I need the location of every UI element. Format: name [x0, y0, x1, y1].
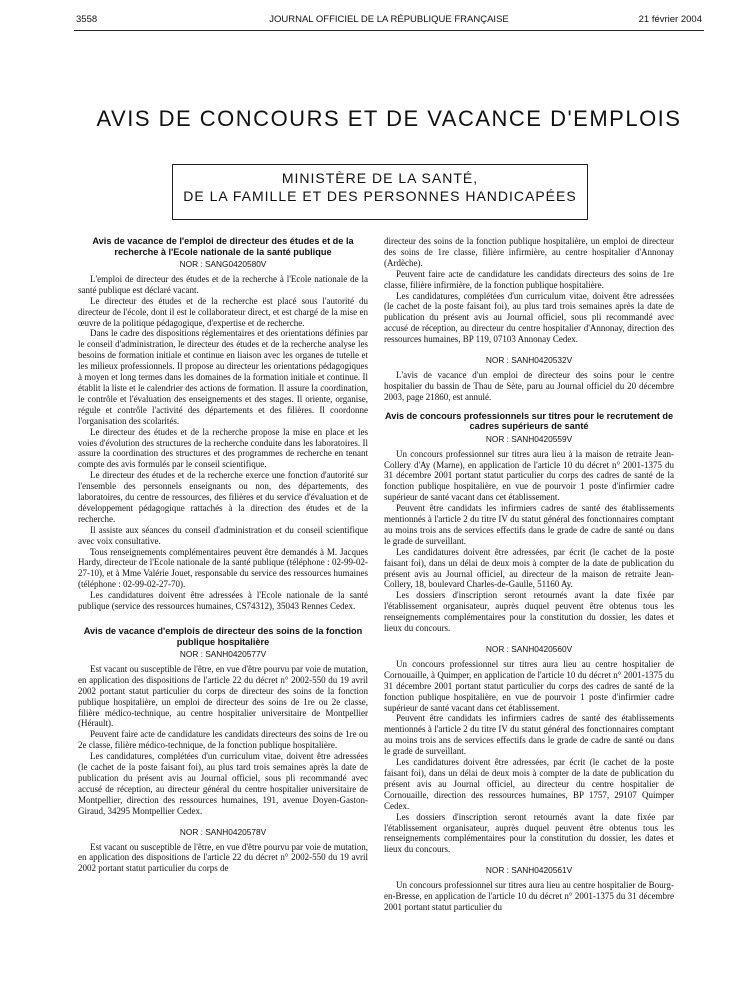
- paragraph: Peuvent être candidats les infirmiers cadres de santé des établissements mentionnés à l'article 2 du titre IV du statut général des fonctionnaires comptant au moins trois ans de services effectifs dans le grade de cadre de santé ou dans le grade de surveillant.: [384, 713, 674, 757]
- paragraph: Il assiste aux séances du conseil d'administration et du conseil scientifique avec voix consultative.: [78, 524, 368, 546]
- paragraph: L'avis de vacance d'un emploi de directeur des soins pour le centre hospitalier du bassin de Thau de Sète, paru au Journal officiel du 20 décembre 2003, page 21860, est annulé.: [384, 369, 674, 402]
- spacer: [384, 403, 674, 411]
- nor-reference: NOR : SANH0420560V: [485, 644, 573, 654]
- paragraph: directeur des soins de la fonction publique hospitalière, un emploi de directeur des soins de 1re classe, filière infirmière, au centre hospitalier d'Annonay (Ardèche).: [384, 236, 674, 268]
- header-rule: [74, 30, 704, 31]
- page-title: AVIS DE CONCOURS ET DE VACANCE D'EMPLOIS: [96, 106, 682, 131]
- nor-reference: NOR : SANH0420577V: [179, 649, 267, 659]
- paragraph: Peuvent être candidats les infirmiers cadres de santé des établissements mentionnés à l'article 2 du titre IV du statut général des fonctionnaires comptant au moins trois ans de services effectifs dans le grade de cadre de santé ou dans le grade de surveillant.: [384, 503, 674, 546]
- section-title: Avis de vacance de l'emploi de directeur des études et de la recherche à l'Ecole nationale de la santé publique: [92, 236, 354, 257]
- paragraph: Un concours professionnel sur titres aura lieu à la maison de retraite Jean-Collery d'Ay (Marne), en application de l'article 10 du décret n° 2001-1375 du 31 décembre 2001 portant statut particulier du corps des cadres de santé de la fonction publique hospitalière, en vue de pourvoir 1 poste d'infirmier cadre supérieur de santé vacant dans cet établissement.: [384, 448, 674, 503]
- paragraph: Est vacant ou susceptible de l'être, en vue d'être pourvu par voie de mutation, en application des dispositions de l'article 22 du décret n° 2002-550 du 19 avril 2002 portant statut particulier du corps de directeur des soins de la fonction publique hospitalière, un emploi de directeur des soins de 1re ou 2e classe, filière médico-technique, au centre hospitalier universitaire de Montpellier (Hérault).: [78, 663, 368, 729]
- ministry-box: [172, 164, 588, 220]
- spacer: [384, 855, 674, 863]
- nor-reference: NOR : SANH0420532V: [485, 355, 573, 366]
- paragraph: Peuvent faire acte de candidature les candidats directeurs des soins de 1re classe, filière infirmière, de la fonction publique hospitalière.: [384, 268, 674, 290]
- paragraph: Les candidatures, complétées d'un curriculum vitae, doivent être adressées (le cachet de la poste faisant foi), au plus tard trois semaines après la date de publication du présent avis au Journal officiel, sous pli recommandé avec accusé de réception, au directeur général du centre hospitalier universitaire de Montpellier, direction des ressources humaines, 191, avenue Doyen-Gaston-Giraud, 34295 Montpellier Cedex.: [78, 751, 368, 816]
- nor-reference: NOR : SANH0420561V: [485, 865, 573, 876]
- paragraph: Les dossiers d'inscription seront retournés avant la date fixée par l'établissement organisateur, auprès duquel peuvent être obtenus tous les renseignements complémentaires pour la constitution du dossier, les dates et lieux du concours.: [384, 811, 674, 855]
- paragraph: L'emploi de directeur des études et de la recherche à l'Ecole nationale de la santé publique est déclaré vacant.: [78, 273, 368, 295]
- paragraph: Un concours professionnel sur titres aura lieu au centre hospitalier de Cornouaille, à Quimper, en application de l'article 10 du décret n° 2001-1375 du 31 décembre 2001 portant statut particulier du corps des cadres de santé de la fonction publique hospitalière, en vue de pourvoir 1 poste d'infirmier cadre supérieur de santé vacant dans cet établissement.: [384, 658, 674, 713]
- right-column: [384, 236, 674, 913]
- paragraph: Le directeur des études et de la recherche exerce une fonction d'autorité sur l'ensemble des personnels enseignants ou non, des départements, des laboratoires, du centre de ressources, des filières et du service d'évaluation et de développement pédagogique rattachés à la direction des études et de la recherche.: [78, 470, 368, 524]
- section-title: Avis de concours professionnels sur titres pour le recrutement de cadres supérieurs de santé: [384, 410, 674, 432]
- paragraph: Peuvent faire acte de candidature les candidats directeurs des soins de 1re ou 2e classe, filière médico-technique, de la fonction publique hospitalière.: [78, 729, 368, 751]
- paragraph: Les candidatures, complétées d'un curriculum vitae, doivent être adressées (le cachet de la poste faisant foi), au plus tard trois semaines après la date de publication du présent avis au Journal officiel, sous pli recommandé avec accusé de réception, au directeur du centre hospitalier d'Annonay, direction des ressources humaines, BP 119, 07103 Annonay Cedex.: [384, 290, 674, 345]
- section-title: Avis de vacance d'emplois de directeur des soins de la fonction publique hospitalière: [83, 626, 363, 647]
- paragraph: Le directeur des études et de la recherche est placé sous l'autorité du directeur de l'école, dont il est le collaborateur direct, et est chargé de la mise en œuvre de la politique pédagogique, d'expertise et de recherche.: [78, 295, 368, 328]
- nor-reference: NOR : SANH0420578V: [179, 826, 267, 837]
- spacer: [78, 817, 368, 825]
- paragraph: Les candidatures doivent être adressées, par écrit (le cachet de la poste faisant foi), dans un délai de deux mois à compter de la date de publication du présent avis au Journal officiel, au directeur de la maison de retraite Jean-Collery, 18, boulevard Charles-de-Gaulle, 51160 Ay.: [384, 546, 674, 590]
- paragraph: Est vacant ou susceptible de l'être, en vue d'être pourvu par voie de mutation, en application des dispositions de l'article 22 du décret n° 2002-550 du 19 avril 2002 portant statut particulier du corps de: [78, 841, 368, 874]
- nor-reference: NOR : SANG0420580V: [179, 259, 267, 269]
- ministry-line-1: MINISTÈRE DE LA SANTÉ,: [281, 170, 479, 186]
- paragraph: Tous renseignements complémentaires peuvent être demandés à M. Jacques Hardy, directeur de l'Ecole nationale de la santé publique (téléphone : 02-99-02-27-10), et à Mme Valérie Jouet, responsable du service des ressources humaines (téléphone : 02-99-02-27-70).: [78, 546, 368, 590]
- paragraph: Dans le cadre des dispositions réglementaires et des orientations définies par le conseil d'administration, le directeur des études et de la recherche analyse les besoins de formation initiale et continue en liaison avec les organes de tutelle et les milieux professionnels. Il propose au directeur les orientations pédagogiques à moyen et long termes dans les domaines de la formation initiale et continue. Il établit la liste et le calendrier des actions de formation. Il assure la coordination, le contrôle et l'évaluation des enseignements et des stages. Il oriente, organise, régule et contrôle l'activité des départements et des filières. Il coordonne l'organisation des scolarités.: [78, 328, 368, 426]
- spacer: [384, 634, 674, 642]
- paragraph: Les dossiers d'inscription seront retournés avant la date fixée par l'établissement organisateur, auprès duquel peuvent être obtenus tous les renseignements complémentaires pour la constitution du dossier, les dates et lieux du concours.: [384, 590, 674, 634]
- ministry-line-2: DE LA FAMILLE ET DES PERSONNES HANDICAPÉES: [183, 188, 577, 204]
- journal-name: JOURNAL OFFICIEL DE LA RÉPUBLIQUE FRANÇAISE: [269, 14, 509, 25]
- page-number: 3558: [76, 14, 98, 25]
- paragraph: Un concours professionnel sur titres aura lieu au centre hospitalier de Bourg-en-Bresse, en application de l'article 10 du décret n° 2001-1375 du 31 décembre 2001 portant statut particulier du: [384, 880, 674, 912]
- spacer: [78, 612, 368, 626]
- paragraph: Les candidatures doivent être adressées à l'Ecole nationale de la santé publique (service des ressources humaines, CS74312), 35043 Rennes Cedex.: [78, 590, 368, 612]
- publication-date: 21 février 2004: [638, 14, 702, 25]
- spacer: [384, 345, 674, 353]
- paragraph: Le directeur des études et de la recherche propose la mise en place et les voies d'évolution des structures de la recherche conduite dans les laboratoires. Il assure la coordination des structures et des programmes de recherche en tenant compte des avis formulés par le conseil scientifique.: [78, 426, 368, 470]
- page-header: [76, 14, 702, 28]
- paragraph: Les candidatures doivent être adressées, par écrit (le cachet de la poste faisant foi), dans un délai de deux mois à compter de la date de publication du présent avis au Journal officiel, au directeur du centre hospitalier de Cornouaille, direction des ressources humaines, BP 1757, 29107 Quimper Cedex.: [384, 757, 674, 811]
- left-column: [78, 236, 368, 874]
- nor-reference: NOR : SANH0420559V: [485, 433, 573, 444]
